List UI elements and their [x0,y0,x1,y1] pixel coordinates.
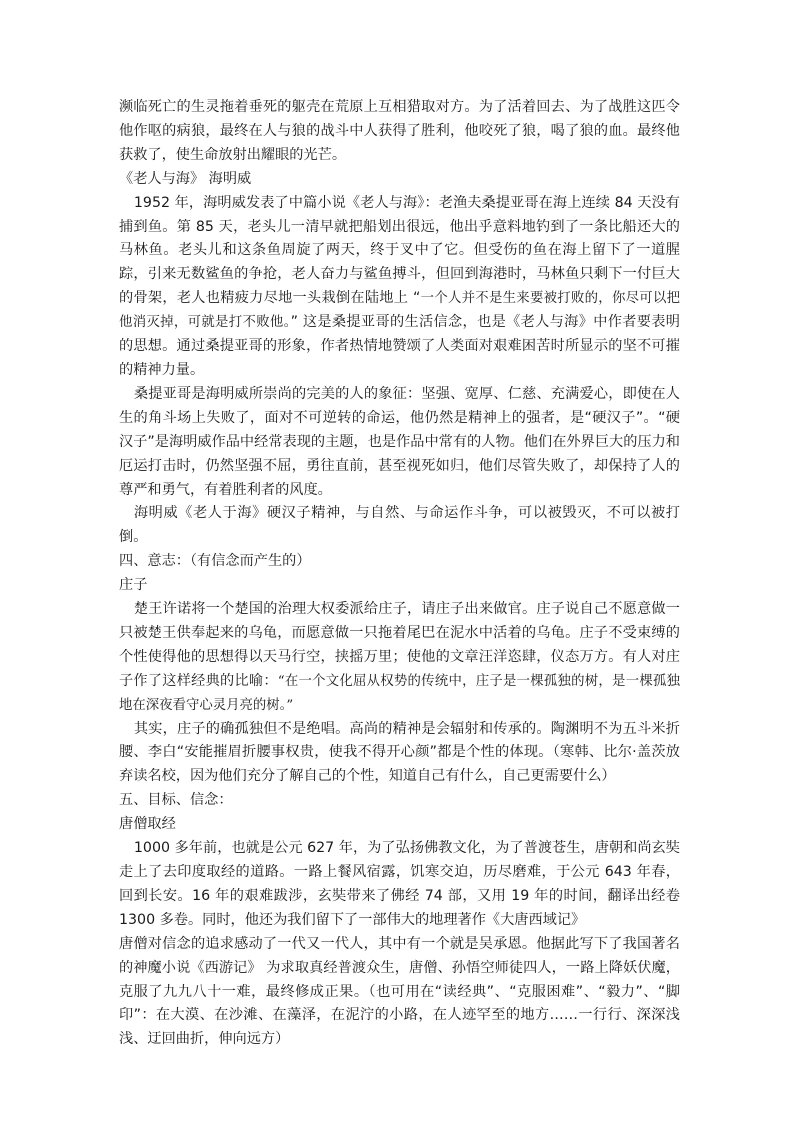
paragraph: 1000 多年前，也就是公元 627 年，为了弘扬佛教文化，为了普渡苍生，唐朝和尚玄奘走上了去印度取经的道路。一路上餐风宿露，饥寒交迫，历尽磨难，于公元 643 年春，回到长安。16 年的艰难跋涉，玄奘带来了佛经 74 部，又用 19 年的时间，翻译出经卷 1300 多卷。同时，他还为我们留下了一部伟大的地理著作《大唐西域记》 [119,840,680,928]
quote-run: “在一个文化屈从权势的传统中，庄子是一棵孤独的树，是一棵孤独地在深夜看守心灵月亮的树。” [119,673,680,713]
document-body [119,96,680,1052]
section-heading-old-man-and-sea: 《老人与海》 海明威 [119,170,252,187]
paragraph: 其实，庄子的确孤独但不是绝唱。高尚的精神是会辐射和传承的。陶渊明不为五斗米折腰、李白“安能摧眉折腰事权贵，使我不得开心颜”都是个性的体现。（寒韩、比尔·盖茨放弃读名校，因为他们充分了解自己的个性，知道自己有什么，自己更需要什么） [119,720,680,785]
text-run: 楚王许诺将一个楚国的治理大权委派给庄子，请庄子出来做官。庄子说自己不愿意做一只被楚王供奉起来的乌龟，而愿意做一只拖着尾巴在泥水中活着的乌龟。庄子不受束缚的个性使得他的思想得以天马行空，挟摇万里；使他的文章汪洋恣肆，仪态万方。有人对庄子作了这样经典的比喻： [119,601,680,689]
section-heading-goals: 五、目标、信念： [119,792,233,809]
paragraph [119,192,680,383]
text-run: 1952 年，海明威发表了中篇小说《老人与海》：老渔夫桑提亚哥在海上连续 84 天没有捕到鱼。第 85 天，老头儿一清早就把船划出很远，他出乎意料地钓到了一条比船还大的马林鱼。老头儿和这条鱼周旋了两天，终于叉中了它。但受伤的鱼在海上留下了一道腥踪，引来无数鲨鱼的争抢，老人奋力与鲨鱼搏斗，但回到海港时，马林鱼只剩下一付巨大的骨架，老人也精疲力尽地一头栽倒在陆地上 “ [119,194,680,307]
section-heading-willpower: 四、意志：（有信念而产生的） [119,553,311,570]
paragraph: 濒临死亡的生灵拖着垂死的躯壳在荒原上互相猎取对方。为了活着回去、为了战胜这匹令他作呕的病狼，最终在人与狼的战斗中人获得了胜利，他咬死了狼，喝了狼的血。最终他获救了，使生命放射出耀眼的光芒。 [119,99,680,163]
subheading-xuanzang: 唐僧取经 [119,816,176,833]
paragraph [119,598,680,718]
text-run: ” 这是桑提亚哥的生活信念，也是《老人与海》中作者要表明的思想。通过桑提亚哥的形象，作者热情地赞颂了人类面对艰难困苦时所显示的坚不可摧的精神力量。 [119,314,680,378]
quote-run: 一个人并不是生来要被打败的，你尽可以把他消灭掉，可就是打不败他。 [119,291,680,331]
paragraph: 唐僧对信念的追求感动了一代又一代人，其中有一个就是吴承恩。他据此写下了我国著名的神魔小说《西游记》 为求取真经普渡众生，唐僧、孙悟空师徒四人，一路上降妖伏魔，克服了九九八十一难，最终修成正果。（也可用在“读经典”、“克服困难”、“毅力”、“脚印”：在大漠、在沙滩、在藻泽，在泥泞的小路，在人迹罕至的地方……一行行、深深浅浅、迂回曲折，伸向远方） [119,935,680,1048]
paragraph: 海明威《老人于海》硬汉子精神，与自然、与命运作斗争，可以被毁灭，不可以被打倒。 [119,505,680,546]
paragraph: 桑提亚哥是海明威所崇尚的完美的人的象征：坚强、宽厚、仁慈、充满爱心，即使在人生的角斗场上失败了，面对不可逆转的命运，他仍然是精神上的强者，是“硬汉子”。“硬汉子”是海明威作品中经常表现的主题，也是作品中常有的人物。他们在外界巨大的压力和厄运打击时，仍然坚强不屈，勇往直前，甚至视死如归，他们尽管失败了，却保持了人的尊严和勇气，有着胜利者的风度。 [119,385,680,498]
subheading-zhuangzi: 庄子 [119,577,148,594]
